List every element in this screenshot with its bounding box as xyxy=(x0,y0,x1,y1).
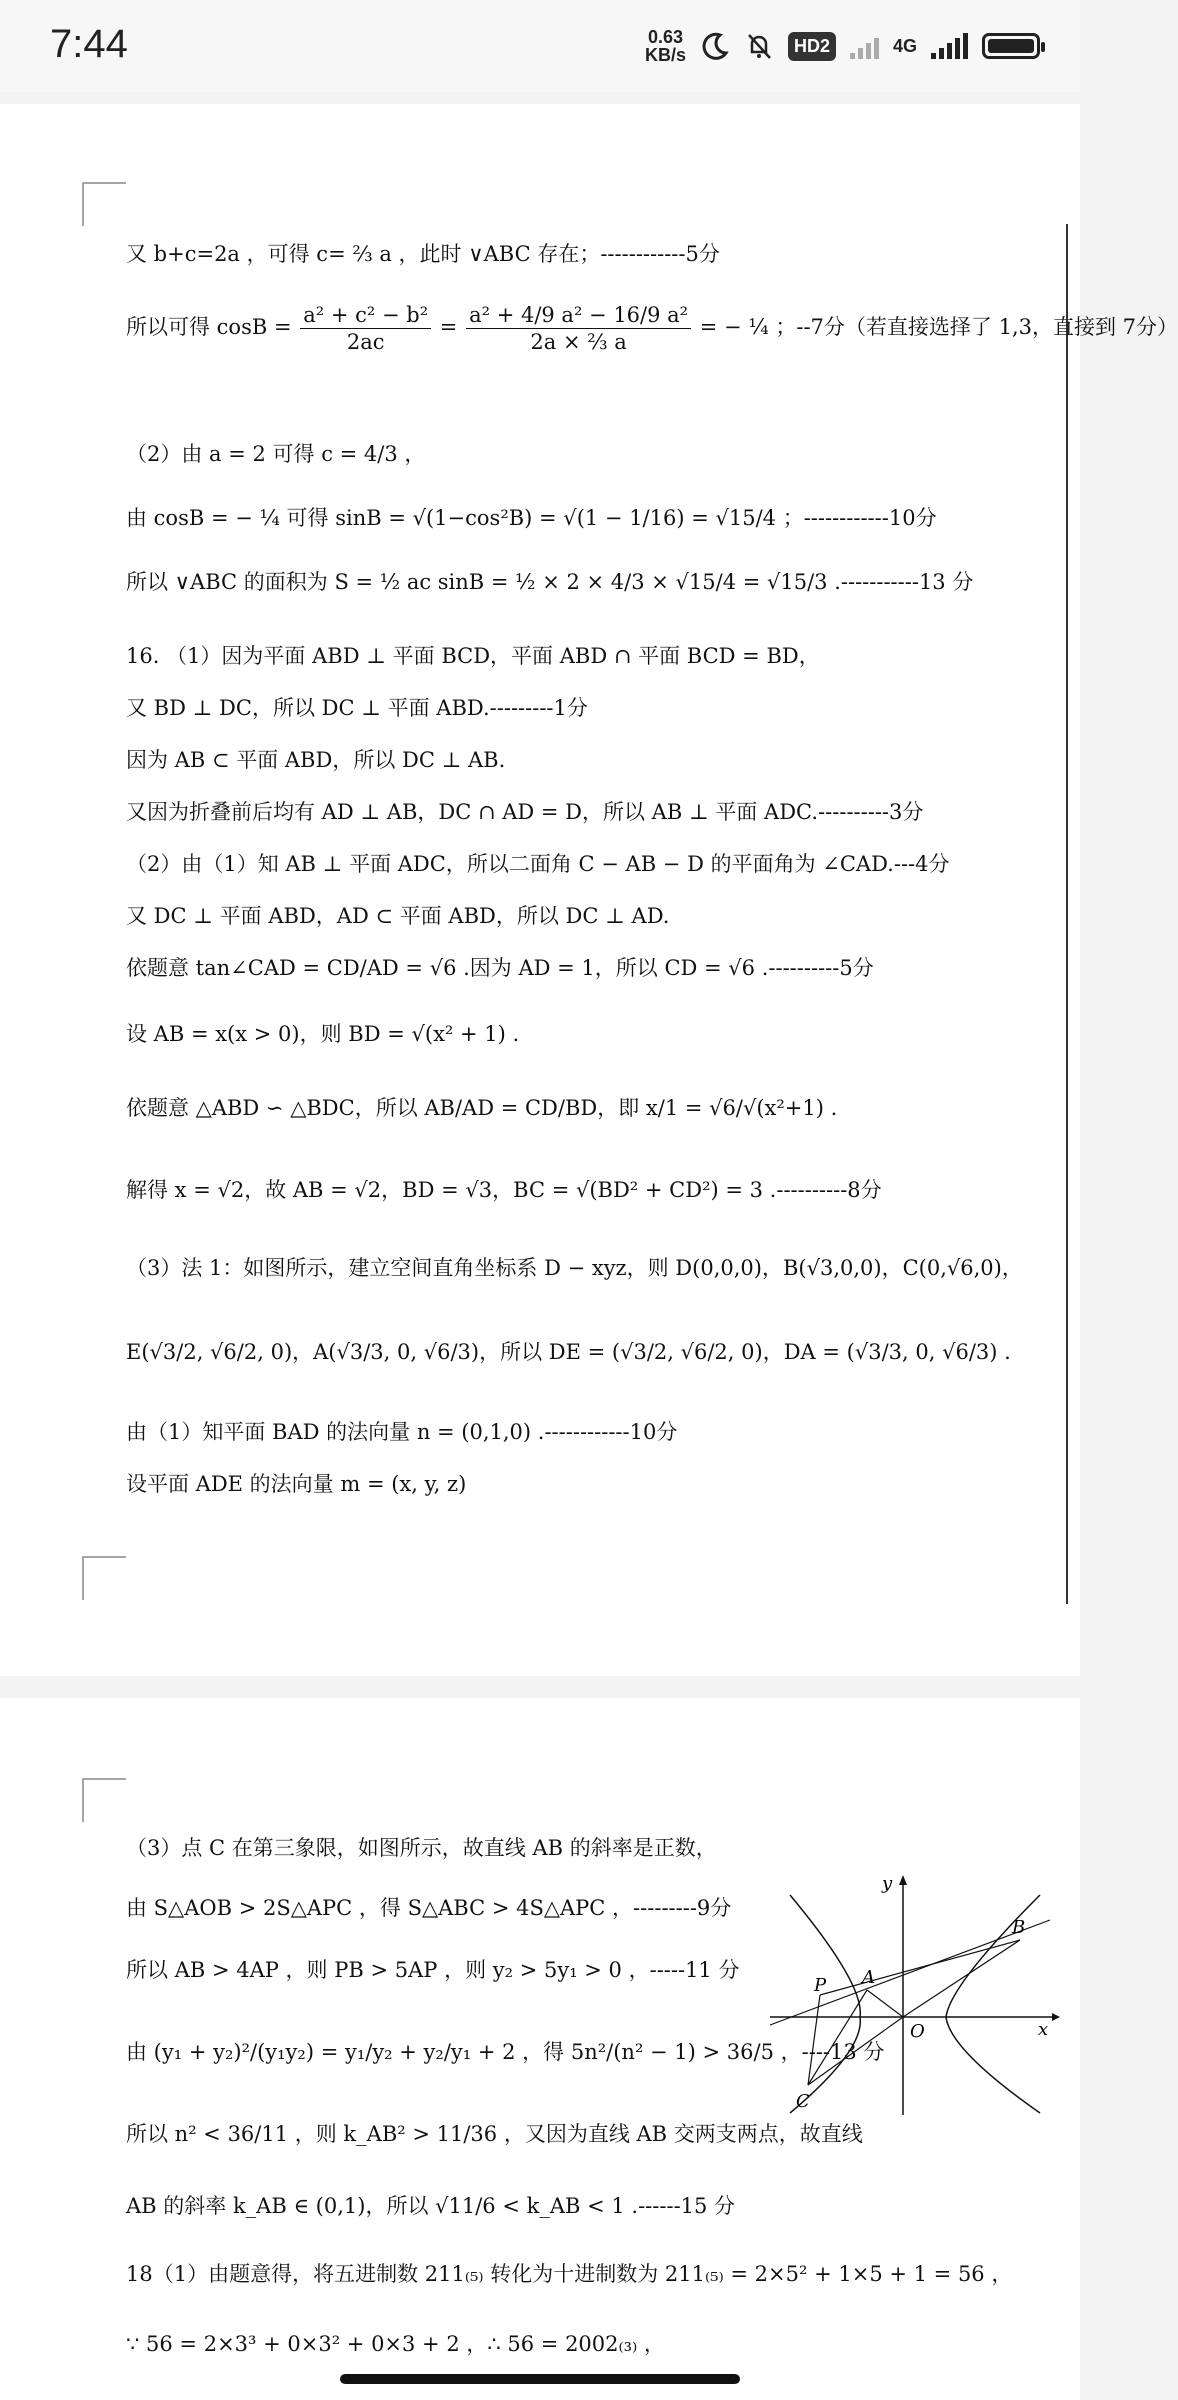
point-b-label: B xyxy=(1012,1917,1026,1938)
moon-icon xyxy=(700,31,730,61)
y-axis-arrow xyxy=(899,1875,907,1885)
network-type: 4G xyxy=(892,35,917,56)
text-line: 因为 AB ⊂ 平面 ABD，所以 DC ⊥ AB. xyxy=(126,748,506,772)
text-line: 由（1）知平面 BAD 的法向量 n = (0,1,0) .------------10分 xyxy=(126,1420,678,1444)
x-label: x xyxy=(1038,2019,1049,2040)
text-line: （2）由（1）知 AB ⊥ 平面 ADC，所以二面角 C − AB − D 的平面角为 ∠CAD.---4分 xyxy=(126,852,950,876)
point-o-label: O xyxy=(910,2021,925,2042)
bell-muted-icon xyxy=(744,31,774,61)
status-icons xyxy=(645,26,1040,66)
signal-icon-sim1 xyxy=(850,33,879,59)
line-bo xyxy=(903,1940,1020,2017)
text-line: 设平面 ADE 的法向量 m = (x, y, z) xyxy=(126,1472,467,1496)
fraction: $\frac{\text{a² + 4/9 a² − 16/9 a²}}{\text{2a × ⅔ a}}$ xyxy=(466,302,691,355)
point-a-label: A xyxy=(862,1967,875,1988)
text-line: 又因为折叠前后均有 AD ⊥ AB，DC ∩ AD = D，所以 AB ⊥ 平面 ADC.----------3分 xyxy=(126,800,924,824)
text-line: 所以可得 cosB = $\frac{\text{a² + c² − b²}}{2ac}$ = $\frac{\text{a² + 4/9 a² − 16/9 a²}}{\text{2a × ⅔ a}}$ = − ¼ ；--7分（若直接选择了 1,3，直接到 7分） xyxy=(126,303,1178,354)
network-speed: 0.63 KB/s xyxy=(644,27,686,65)
text-line: 由 cosB = − ¼ 可得 sinB = √(1−cos²B) = √(1 − 1/16) = √15/4 ；------------10分 xyxy=(126,506,937,530)
line-ac xyxy=(808,1990,867,2085)
page-corner-mark xyxy=(82,1556,126,1600)
page-margin-line xyxy=(1066,224,1068,1604)
text-line: 18（1）由题意得，将五进制数 211₍₅₎ 转化为十进制数为 211₍₅₎ = 2×5² + 1×5 + 1 = 56 ， xyxy=(126,2262,1013,2286)
text-line: ∵ 56 = 2×3³ + 0×3² + 0×3 + 2 ，∴ 56 = 2002₍₃₎ ， xyxy=(126,2332,665,2356)
text-line: AB 的斜率 k_AB ∈ (0,1)，所以 √11/6 < k_AB < 1 .------15 分 xyxy=(126,2194,736,2218)
status-time: 7:44 xyxy=(50,22,128,66)
hyperbola-right-branch xyxy=(946,1895,1040,2113)
text-line: 设 AB = x(x > 0)，则 BD = √(x² + 1) . xyxy=(126,1022,520,1046)
text-line: （3）法 1：如图所示，建立空间直角坐标系 D − xyz，则 D(0,0,0)，B(√3,0,0)，C(0,√6,0)， xyxy=(126,1256,1023,1280)
line-ab xyxy=(770,1920,1050,2025)
text-line: 解得 x = √2，故 AB = √2，BD = √3，BC = √(BD² + CD²) = 3 .----------8分 xyxy=(126,1178,882,1202)
text-line: （2）由 a = 2 可得 c = 4/3 ， xyxy=(126,442,426,466)
text-line: 又 BD ⊥ DC，所以 DC ⊥ 平面 ABD.---------1分 xyxy=(126,696,588,720)
document-page-1 xyxy=(0,104,1178,1676)
battery-icon xyxy=(982,33,1040,59)
status-bar xyxy=(0,0,1080,92)
fraction: $\frac{\text{a² + c² − b²}}{2ac}$ xyxy=(300,302,431,355)
signal-icon-sim2 xyxy=(931,33,968,59)
text-line: （3）点 C 在第三象限，如图所示，故直线 AB 的斜率是正数， xyxy=(126,1836,717,1860)
text-line: 所以 n² < 36/11 ，则 k_AB² > 11/36 ，又因为直线 AB 交两支两点，故直线 xyxy=(126,2122,863,2146)
hd-badge: HD2 xyxy=(788,32,836,61)
text-line: 由 (y₁ + y₂)²/(y₁y₂) = y₁/y₂ + y₂/y₁ + 2 ，得 5n²/(n² − 1) > 36/5 ，----13 分 xyxy=(126,2040,885,2064)
home-indicator[interactable] xyxy=(340,2374,740,2384)
text-line: 依题意 tan∠CAD = CD/AD = √6 .因为 AD = 1，所以 CD = √6 .----------5分 xyxy=(126,956,874,980)
point-p-label: P xyxy=(814,1975,827,1996)
text-line: 所以 ∨ABC 的面积为 S = ½ ac sinB = ½ × 2 × 4/3 × √15/4 = √15/3 .-----------13 分 xyxy=(126,570,974,594)
page-corner-mark xyxy=(82,1778,126,1822)
point-c-label: C xyxy=(796,2091,810,2112)
text-line: 又 DC ⊥ 平面 ABD，AD ⊂ 平面 ABD，所以 DC ⊥ AD. xyxy=(126,904,670,928)
line-ao xyxy=(867,1990,903,2017)
text-line: 16. （1）因为平面 ABD ⊥ 平面 BCD，平面 ABD ∩ 平面 BCD = BD， xyxy=(126,644,820,668)
x-axis-arrow xyxy=(1052,2013,1060,2021)
y-label: y xyxy=(882,1873,893,1894)
text-line: 又 b+c=2a ，可得 c= ⅔ a ，此时 ∨ABC 存在；------------5分 xyxy=(126,242,720,266)
text-line: E(√3/2, √6/2, 0)，A(√3/3, 0, √6/3)，所以 DE = (√3/2, √6/2, 0)，DA = (√3/3, 0, √6/3) . xyxy=(126,1340,1011,1364)
page-corner-mark xyxy=(82,182,126,226)
text-line: 由 S△AOB > 2S△APC ，得 S△ABC > 4S△APC ，---------9分 xyxy=(126,1896,732,1920)
line-pb xyxy=(820,1940,1020,1995)
text-line: 所以 AB > 4AP ，则 PB > 5AP ，则 y₂ > 5y₁ > 0 ，-----11 分 xyxy=(126,1958,740,1982)
text-line: 依题意 △ABD ∽ △BDC，所以 AB/AD = CD/BD，即 x/1 = √6/√(x²+1) . xyxy=(126,1096,838,1120)
hyperbola-figure xyxy=(770,1875,1060,2115)
line-co xyxy=(808,2017,903,2085)
